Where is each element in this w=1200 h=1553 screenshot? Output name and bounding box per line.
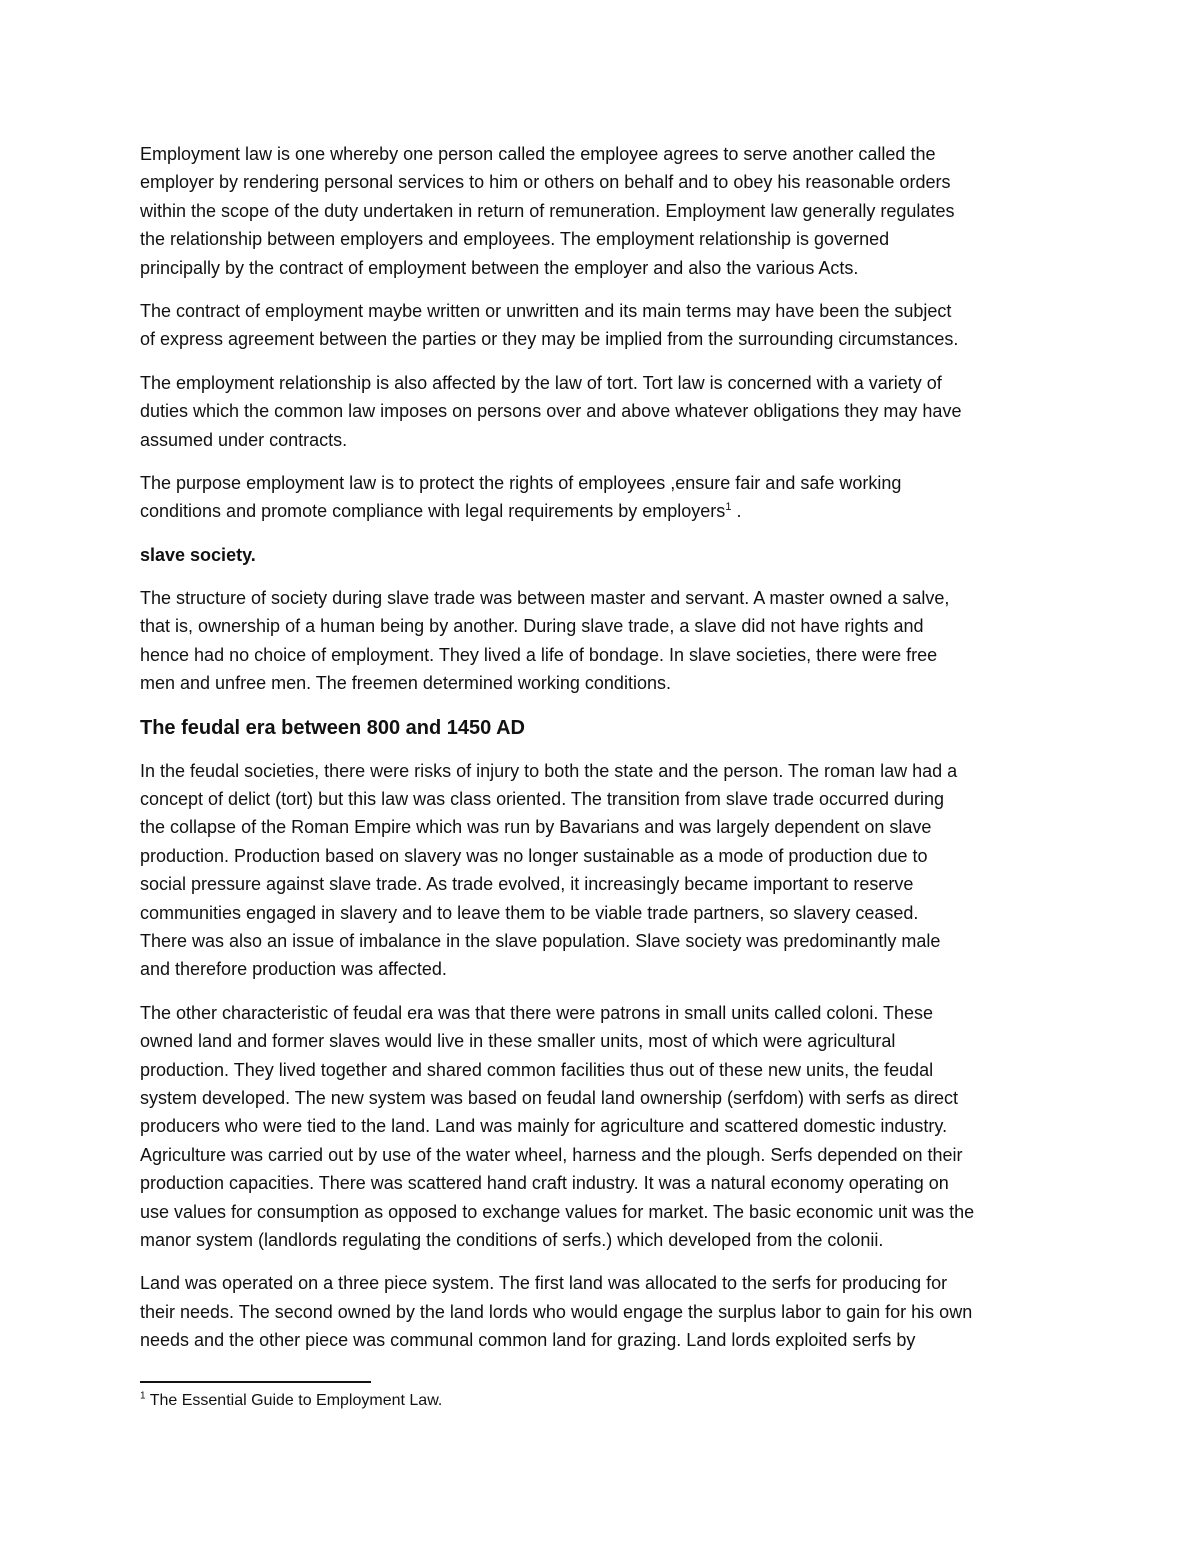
text-line: The contract of employment maybe written or unwritten and its main terms may have been the subject [140,301,952,322]
text-line: The employment relationship is also affected by the law of tort. Tort law is concerned with a variety of [140,372,942,393]
paragraph-coloni [140,999,1065,1255]
text-line: Employment law is one whereby one person called the employee agrees to serve another called the [140,144,936,164]
text-line: use values for consumption as opposed to exchange values for market. The basic economic unit was the [140,1201,975,1222]
paragraph-feudal-societies [140,757,1065,984]
text-line: communities engaged in slavery and to leave them to be viable trade partners, so slavery ceased. [140,902,919,923]
text-line: The purpose employment law is to protect the rights of employees ,ensure fair and safe working [140,473,902,494]
document-body [140,140,1065,1370]
footnote [140,1390,442,1412]
text-line: concept of delict (tort) but this law was class oriented. The transition from slave trade occurred during [140,788,945,809]
text-line: In the feudal societies, there were risks of injury to both the state and the person. The roman law had a [140,760,958,781]
paragraph-intro [140,140,1065,282]
text-line: their needs. The second owned by the land lords who would engage the surplus labor to gain for his own [140,1301,973,1322]
text-line: production. They lived together and shared common facilities thus out of these new units, the feudal [140,1059,934,1080]
paragraph-slave-society [140,584,1065,698]
footnote-text: The Essential Guide to Employment Law. [145,1392,443,1409]
text-line: the relationship between employers and employees. The employment relationship is governed [140,229,890,250]
text-line: producers who were tied to the land. Land was mainly for agriculture and scattered domestic industry. [140,1116,948,1137]
text-line: production. Production based on slavery was no longer sustainable as a mode of production due to [140,845,928,866]
text-line: owned land and former slaves would live in these smaller units, most of which were agricultural [140,1031,896,1052]
paragraph-purpose [140,469,1065,526]
text-line: hence had no choice of employment. They lived a life of bondage. In slave societies, there were free [140,644,938,665]
text-line: system developed. The new system was based on feudal land ownership (serfdom) with serfs as direct [140,1087,959,1108]
text-line: of express agreement between the parties or they may be implied from the surrounding circumstances. [140,329,959,350]
paragraph-three-piece-system [140,1269,1065,1354]
text-line: The structure of society during slave trade was between master and servant. A master owned a salve, [140,587,950,608]
paragraph-contract [140,297,1065,354]
text-line: principally by the contract of employment between the employer and also the various Acts. [140,257,859,278]
text-line: employer by rendering personal services to him or others on behalf and to obey his reasonable orders [140,172,951,193]
text-line: There was also an issue of imbalance in the slave population. Slave society was predominantly male [140,930,941,951]
text-line [140,497,1065,525]
heading-slave-society: slave society. [140,544,256,565]
text-fragment: . [731,501,742,522]
text-line: within the scope of the duty undertaken in return of remuneration. Employment law generally regulates [140,200,955,221]
text-line: that is, ownership of a human being by another. During slave trade, a slave did not have rights and [140,616,924,637]
text-line: Agriculture was carried out by use of the water wheel, harness and the plough. Serfs depended on their [140,1144,963,1165]
text-line: manor system (landlords regulating the conditions of serfs.) which developed from the colonii. [140,1230,884,1250]
text-line: social pressure against slave trade. As trade evolved, it increasingly became important to reserve [140,874,914,895]
paragraph-tort [140,369,1065,454]
text-line: and therefore production was affected. [140,959,447,980]
text-line: Land was operated on a three piece system. The first land was allocated to the serfs for producing for [140,1273,948,1294]
text-line: duties which the common law imposes on persons over and above whatever obligations they may have [140,401,962,422]
heading-feudal-era: The feudal era between 800 and 1450 AD [140,716,525,739]
footnote-separator [140,1381,371,1383]
text-line: the collapse of the Roman Empire which was run by Bavarians and was largely dependent on slave [140,817,932,838]
footnote-reference[interactable]: 1 [725,501,732,514]
text-line: needs and the other piece was communal common land for grazing. Land lords exploited serfs by [140,1330,916,1351]
text-line: production capacities. There was scattered hand craft industry. It was a natural economy operating on [140,1173,949,1194]
text-fragment: conditions and promote compliance with legal requirements by employers [140,501,726,522]
text-line: The other characteristic of feudal era was that there were patrons in small units called coloni. These [140,1002,934,1023]
footnote-marker: 1 [140,1390,146,1402]
text-line: men and unfree men. The freemen determined working conditions. [140,673,671,694]
text-line: assumed under contracts. [140,429,348,450]
